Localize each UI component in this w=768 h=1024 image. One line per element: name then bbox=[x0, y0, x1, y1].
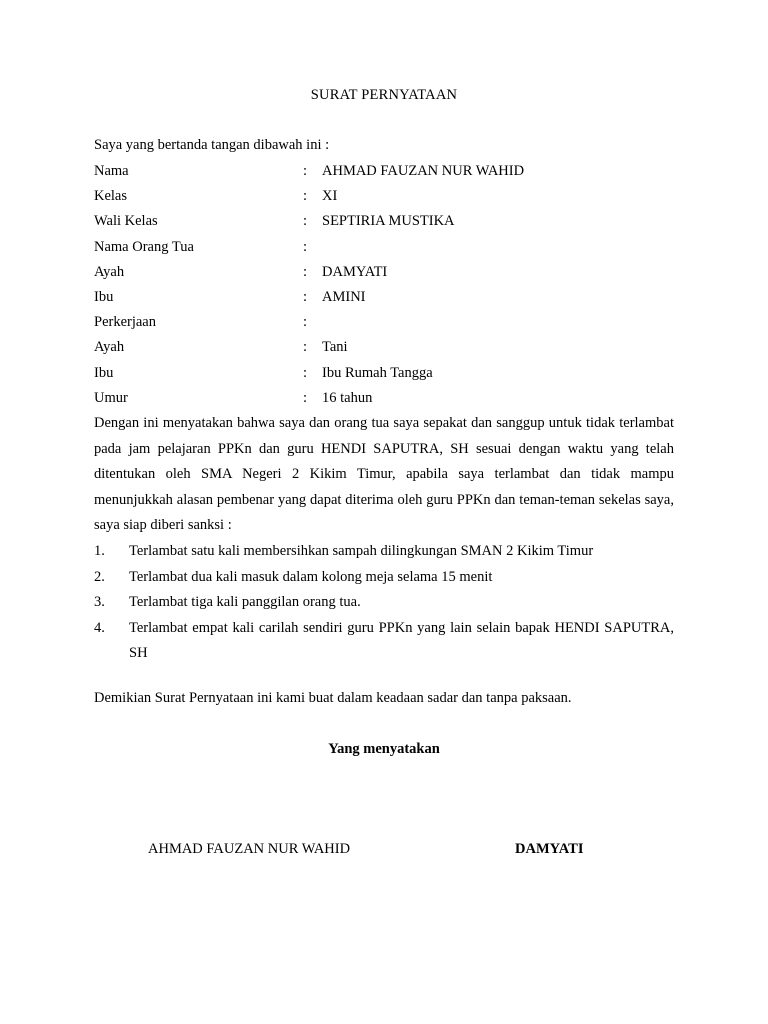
field-value: Ibu Rumah Tangga bbox=[322, 364, 433, 381]
closing-sentence: Demikian Surat Pernyataan ini kami buat dalam keadaan sadar dan tanpa paksaan. bbox=[94, 690, 572, 706]
list-number: 3. bbox=[94, 594, 105, 610]
field-label: Nama bbox=[94, 163, 129, 179]
list-item-text: Terlambat empat kali carilah sendiri guru PPKn yang lain selain bapak HENDI SAPUTRA, SH bbox=[129, 619, 674, 661]
list-number: 1. bbox=[94, 543, 105, 559]
list-number: 2. bbox=[94, 568, 105, 585]
field-colon: : bbox=[303, 364, 308, 381]
field-row-mother-occupation bbox=[94, 364, 674, 389]
field-label: Perkerjaan bbox=[94, 314, 156, 331]
field-value: Tani bbox=[322, 339, 348, 356]
list-item-text: Terlambat tiga kali panggilan orang tua. bbox=[129, 594, 361, 610]
field-row-father-occupation bbox=[94, 338, 674, 363]
list-item bbox=[94, 616, 674, 667]
field-row-mother bbox=[94, 288, 674, 313]
field-label: Kelas bbox=[94, 188, 128, 205]
field-value: AHMAD FAUZAN NUR WAHID bbox=[322, 163, 525, 179]
signatory-student-name: AHMAD FAUZAN NUR WAHID bbox=[148, 841, 351, 857]
field-colon: : bbox=[303, 163, 308, 179]
field-value: XI bbox=[322, 188, 338, 205]
document-title: SURAT PERNYATAAN bbox=[310, 87, 458, 103]
field-colon: : bbox=[303, 288, 308, 305]
field-label: Nama Orang Tua bbox=[94, 238, 194, 255]
field-colon: : bbox=[303, 263, 308, 280]
declarer-label: Yang menyatakan bbox=[328, 741, 440, 757]
field-label: Wali Kelas bbox=[94, 213, 158, 230]
field-colon: : bbox=[303, 213, 308, 230]
field-row-name bbox=[94, 162, 674, 187]
list-number: 4. bbox=[94, 619, 105, 636]
list-item bbox=[94, 590, 674, 616]
field-label: Ayah bbox=[94, 263, 125, 280]
field-row-class bbox=[94, 187, 674, 212]
field-colon: : bbox=[303, 389, 308, 406]
field-value: AMINI bbox=[322, 288, 366, 305]
field-row-occupation bbox=[94, 313, 674, 338]
list-item-text: Terlambat satu kali membersihkan sampah dilingkungan SMAN 2 Kikim Timur bbox=[129, 543, 594, 559]
field-colon: : bbox=[303, 238, 308, 255]
field-value: 16 tahun bbox=[322, 389, 373, 406]
field-row-parent-name bbox=[94, 238, 674, 263]
field-row-father bbox=[94, 263, 674, 288]
sanctions-list bbox=[94, 539, 674, 667]
identity-fields bbox=[94, 162, 674, 414]
list-item bbox=[94, 565, 674, 591]
signatory-parent-name: DAMYATI bbox=[515, 841, 584, 857]
intro-text: Saya yang bertanda tangan dibawah ini : bbox=[94, 137, 330, 153]
field-colon: : bbox=[303, 339, 308, 356]
list-item bbox=[94, 539, 674, 565]
field-label: Ibu bbox=[94, 364, 114, 381]
list-item-text: Terlambat dua kali masuk dalam kolong meja selama 15 menit bbox=[129, 568, 493, 585]
field-label: Umur bbox=[94, 389, 128, 406]
field-value: SEPTIRIA MUSTIKA bbox=[322, 213, 455, 230]
field-colon: : bbox=[303, 314, 308, 331]
field-label: Ibu bbox=[94, 288, 114, 305]
field-colon: : bbox=[303, 188, 308, 205]
field-value: DAMYATI bbox=[322, 263, 388, 280]
field-row-homeroom-teacher bbox=[94, 212, 674, 237]
statement-paragraph: Dengan ini menyatakan bahwa saya dan orang tua saya sepakat dan sanggup untuk tidak terlambat pada jam pelajaran PPKn dan guru HENDI SAPUTRA, SH sesuai dengan waktu yang telah ditentukan oleh SMA Negeri 2 Kikim Timur, apabila saya terlambat dan tidak mampu menunjukkah alasan pembenar yang dapat diterima oleh guru PPKn dan teman-teman sekelas saya, saya siap diberi sanksi : bbox=[94, 415, 674, 533]
field-label: Ayah bbox=[94, 339, 125, 356]
